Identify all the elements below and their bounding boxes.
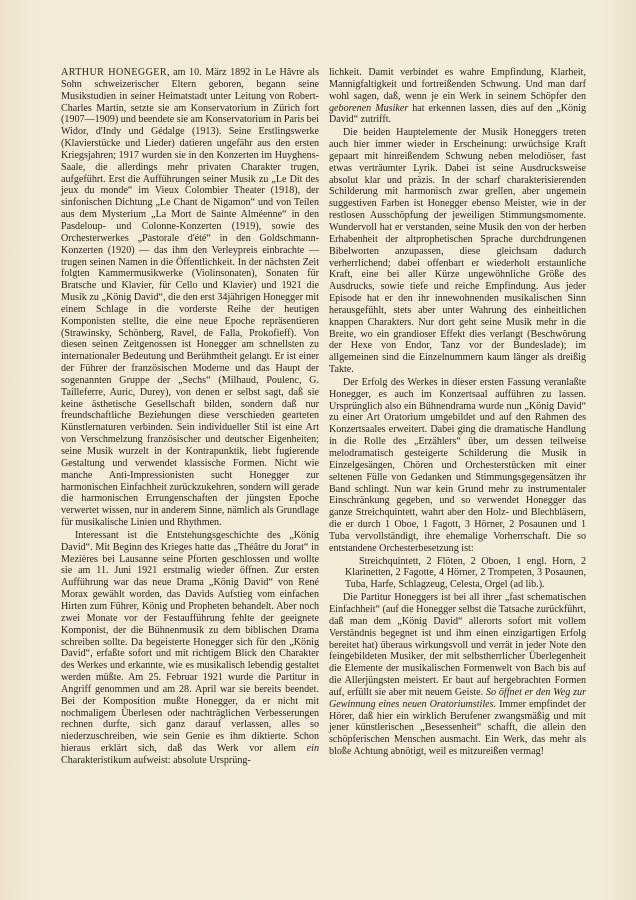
score-paragraph xyxy=(329,592,586,758)
music-elements-paragraph: Die beiden Hauptelemente der Musik Honeggers treten auch hier immer wieder in Erscheinung: urwüchsige Kraft gepaart mit hinreißendem Schwung neben melodiöser, fast etwas verträumter Lyrik. Dabei ist seine Ausdrucksweise absolut klar und präzis. In der scharf charakterisierenden Schilderung mit harmonisch zwar grellen, aber ungemein suggestiven Farben ist Honegger ebenso Meister, wie in der restlosen Ausschöpfung der jeweiligen Stimmungsmomente. Wundervoll hat er verstanden, seine Musik den von der herben Erhabenheit der altprophetischen Sprache durchdrungenen Bibelworten anzupassen, diese gleichsam dadurch verherrlichend; dabei offenbart er wiederholt erstaunliche Kraft, eine bei aller Kürze ungewöhnliche Größe des Ausdrucks, sowie tiefe und reiche Empfindung. Aus jeder Episode hat er den ihr innewohnenden musikalischen Sinn herausgefühlt, stets aber unter Wahrung des einheitlichen knappen Charakters. Nur dort geht seine Musik mehr in die Breite, wo ein grandioser Effekt dies verlangt (Beschwörung der Hexe von Endor, Tanz vor der Bundeslade); im allgemeinen sind die Einzelnummern kaum länger als dreißig Takte. xyxy=(329,127,586,376)
history-text: Interessant ist die Entstehungsgeschichte des „König David“. Mit Beginn des Krieges hatte das „Théâtre du Jorat“ in Mezières bei Lausanne seine Pforten geschlossen und wollte sie am 11. Juni 1921 erstmalig wieder öffnen. Zur ersten Aufführung war das neue Drama „König David“ von René Morax gewählt worden, das Davids Aufstieg vom einfachen Hirten zum Führer, König und Propheten behandelt. Aber noch zwei Monate vor der Festaufführung fehlte der geeignete Komponist, der die Bühnenmusik zu dem biblischen Drama schreiben sollte. Da begeisterte Honegger sich für den „König David“, erfaßte sofort und mit richtigem Blick den Charakter des Werkes und erkannte, wie es musikalisch lebendig gestaltet werden müßte. Am 25. Februar 1921 wurde die Partitur in Angriff genommen und am 28. April war sie bereits beendet. Bei der Komposition mußte Honegger, da er nicht mit nochmaligem Überlesen oder nachträglichen Verbesserungen rechnen durfte, sich ganz darauf verlassen, alles so niederzuschreiben, wie sein Genie es ihm diktierte. Schon hieraus erklärt sich, daß das Werk vor allem xyxy=(61,529,319,755)
history-paragraph xyxy=(61,530,319,767)
oratorio-paragraph: Der Erfolg des Werkes in dieser ersten Fassung veranlaßte Honegger, es auch im Konzertsaal aufführen zu lassen. Ursprünglich also ein Bühnendrama wurde nun „König David“ zu einer Art Oratorium umgebildet und auf den Rahmen des Konzertsaales erweitert. Dabei ging die dramatische Handlung in die Rolle des „Erzählers“ über, um dessen teilweise melodramatisch gesteigerte Schilderung die Musik in Einzelgesängen, Chören und Orchesterstücken mit einer seltenen Fülle von Gedanken und Stimmungsgegensätzen ihr Band schlingt. Nun war kein Grund mehr zu instrumentaler Einschränkung gegeben, und so verwendet Honegger das ganze Streichquintett, wahrt aber den Holz- und Blechbläsern, die er durch 1 Oboe, 1 Fagott, 3 Hörner, 2 Posaunen und 1 Tuba vervollständigt, ihre ehemalige Vorherrschaft. Die so entstandene Orchesterbesetzung ist: xyxy=(329,376,586,554)
author-name: ARTHUR HONEGGER xyxy=(61,67,167,78)
score-emphasis: So öffnet er den Weg zur Gewinnung eines neuen Oratoriumstiles. xyxy=(329,686,586,710)
continuation-emphasis: geborenen Musiker xyxy=(329,102,409,114)
history-text-end: Charakteristikum aufweist: absolute Ursprüng- xyxy=(61,754,251,766)
continuation-text: lichkeit. Damit verbindet es wahre Empfindung, Klarheit, Mannigfaltigkeit und fortreißenden Schwung. Und man darf wohl sagen, daß, wenn je ein Werk in seinem Schöpfer den xyxy=(329,67,586,102)
history-emphasis: ein xyxy=(306,743,319,755)
right-column xyxy=(329,67,586,758)
score-text: Die Partitur Honeggers ist bei all ihrer „fast schematischen Einfachheit“ (auf die Honegger selbst die Tatsache zurückführt, daß man dem „König David“ allerorts sofort mit vollem Verständnis begegnet ist und ihm einen einzigartigen Erfolg bereitet hat) überaus wirkungsvoll und verrät in jeder Note den feingebildeten Musiker, der mit selbstherrlicher Überlegenheit die Elemente der musikalischen Formenwelt von Bach bis auf die Allerjüngsten meistert. Er baut auf hergebrachten Formen auf, erfüllt sie aber mit neuem Geiste. xyxy=(329,592,586,698)
continuation-text-end: hat erkennen lassen, dies auf den „König David“ zutrifft. xyxy=(329,102,586,126)
continuation-paragraph xyxy=(329,67,586,126)
score-text-end: Immer empfindet der Hörer, daß hier ein wirklich Berufener zwangsmäßig und mit jener künstlerischen „Besessenheit“ schafft, die allein den schöpferischen Menschen ausmacht. Ein Werk, das mehr als bloße Achtung abnötigt, weil es mitzureißen vermag! xyxy=(329,698,586,758)
orchestra-list: Streichquintett, 2 Flöten, 2 Oboen, 1 engl. Horn, 2 Klarinetten, 2 Fagotte, 4 Hörner, 2 Trompeten, 3 Posaunen, Tuba, Harfe, Schlagzeug, Celesta, Orgel (ad lib.). xyxy=(345,555,586,591)
intro-text: , am 10. März 1892 in Le Hâvre als Sohn schweizerischer Eltern geboren, begann seine Musikstudien in seiner Heimatstadt unter Leitung von Robert-Charles Martin, setzte sie am Konservatorium in Zürich fort (1907—1909) und beendete sie am Konservatorium in Paris bei Widor, d'Indy und Gédalge (1913). Seine Erstlingswerke (Klavierstücke und Lieder) datieren ungefähr aus den ersten Kriegsjahren; 1917 wurden sie in den Konzerten im Huyghens-Saale, die allerdings mehr privaten Charakter trugen, aufgeführt. Erst die Aufführungen seiner Musik zu „Le Dit des jeux du monde“ im Vieux Colombier Theater (1918), der sinfonischen Dichtung „Le Chant de Nigamon“ und von Teilen aus dem Mysterium „La Mort de Sainte Alméenne“ in den Pasdeloup- und Colonne-Konzerten (1919), sowie des Orchesterwerkes „Pastorale d'été“ in den Goldschmann-Konzerten (1920) — das ihm den Verleypreis einbrachte — trugen seinen Namen in die Öffentlichkeit. In der nächsten Zeit folgten Kammermusikwerke (Violinsonaten), Sonaten für Bratsche und Klavier, für Cello und Klavier) und 1921 die Musik zu „König David“, die den erst 34jährigen Honegger mit einem Schlage in die vorderste Reihe der heutigen Komponisten stellte, die eine neue Epoche repräsentieren (Strawinsky, Schönberg, Ravel, de Falla, Prokofieff). Von diesen seinen Zeitgenossen ist Honegger am schnellsten zu internationaler Bedeutung und Berühmtheit gelangt. Er ist einer der Führer der französischen Moderne und das Haupt der sogenannten Gruppe der „Sechs“ (Milhaud, Poulenc, G. Tailleferre, Auric, Durey), von denen er selbst sagt, daß sie keine ästhetische Gesellschaft bilden, sondern daß nur freundschaftliche Beziehungen diese verschieden gearteten Künstlernaturen verbinden. Sein individueller Stil ist eine Art von Verschmelzung französischer und deutscher Eigenheiten; seine Musik wurzelt in der Kontrapunktik, liebt fugierende Gestaltung und verwendet klassische Formen. Nicht wie manche Anti-Impressionisten sucht Honegger zur harmonischen Einfachheit zurückzukehren, sondern will gerade die harmonischen Errungenschaften der jüngsten Epoche verwertet wissen, nur in anderem Sinne, nämlich als Grundlage für musikalische Linien und Rhythmen. xyxy=(61,67,319,529)
left-column xyxy=(61,67,319,767)
intro-paragraph xyxy=(61,67,319,529)
